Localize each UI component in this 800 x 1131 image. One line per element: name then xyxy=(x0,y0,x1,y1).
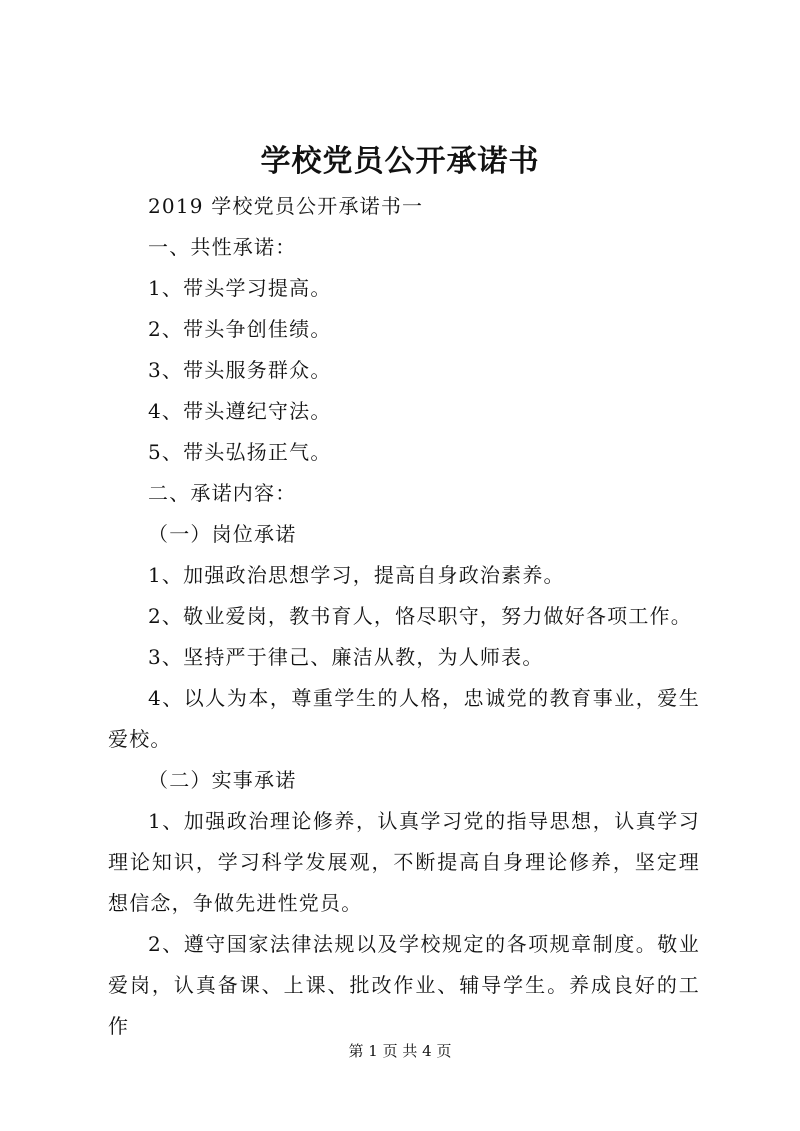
paragraph: 5、带头弘扬正气。 xyxy=(148,440,332,464)
document-body xyxy=(108,186,700,1047)
paragraph: 1、加强政治理论修养，认真学习党的指导思想，认真学习理论知识，学习科学发展观，不断提高自身理论修养，坚定理想信念，争做先进性党员。 xyxy=(108,809,700,915)
paragraph: 4、带头遵纪守法。 xyxy=(148,399,332,423)
paragraph: 二、承诺内容： xyxy=(148,481,297,505)
paragraph: 2、遵守国家法律法规以及学校规定的各项规章制度。敬业爱岗，认真备课、上课、批改作业、辅导学生。养成良好的工作 xyxy=(108,932,700,1038)
paragraph: 2、带头争创佳绩。 xyxy=(148,317,332,341)
paragraph: 2019 学校党员公开承诺书一 xyxy=(148,194,424,218)
paragraph: 3、坚持严于律己、廉洁从教，为人师表。 xyxy=(148,645,544,669)
paragraph: （二）实事承诺 xyxy=(148,768,297,792)
paragraph: 4、以人为本，尊重学生的人格，忠诚党的教育事业，爱生爱校。 xyxy=(108,686,700,751)
paragraph: （一）岗位承诺 xyxy=(148,522,297,546)
paragraph: 2、敬业爱岗，教书育人，恪尽职守，努力做好各项工作。 xyxy=(148,604,692,628)
paragraph: 一、共性承诺： xyxy=(148,235,297,259)
paragraph: 1、带头学习提高。 xyxy=(148,276,332,300)
paragraph: 1、加强政治思想学习，提高自身政治素养。 xyxy=(148,563,565,587)
page-footer: 第 1 页 共 4 页 xyxy=(348,1042,452,1060)
document-title: 学校党员公开承诺书 xyxy=(260,144,540,179)
paragraph: 3、带头服务群众。 xyxy=(148,358,332,382)
